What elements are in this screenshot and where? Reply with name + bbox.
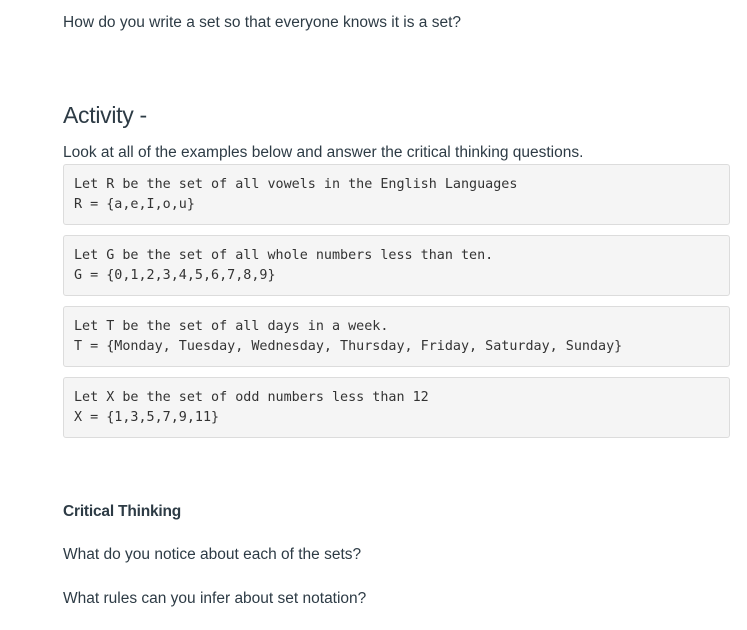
critical-thinking-heading: Critical Thinking: [63, 503, 182, 520]
set-notation: X = {1,3,5,7,9,11}: [74, 410, 220, 425]
set-description: Let R be the set of all vowels in the English Languages: [74, 177, 518, 192]
example-code-block: [63, 235, 730, 296]
critical-thinking-question: What do you notice about each of the sets?: [63, 546, 362, 563]
set-notation: G = {0,1,2,3,4,5,6,7,8,9}: [74, 268, 276, 283]
set-description: Let G be the set of all whole numbers less than ten.: [74, 248, 494, 263]
activity-heading: Activity -: [63, 102, 147, 128]
example-code-block: [63, 377, 730, 438]
intro-question: How do you write a set so that everyone knows it is a set?: [63, 14, 462, 31]
example-code-block: [63, 306, 730, 367]
set-description: Let X be the set of odd numbers less than 12: [74, 390, 429, 405]
set-description: Let T be the set of all days in a week.: [74, 319, 389, 334]
activity-instructions: Look at all of the examples below and answer the critical thinking questions.: [63, 144, 584, 161]
set-notation: T = {Monday, Tuesday, Wednesday, Thursday, Friday, Saturday, Sunday}: [74, 339, 623, 354]
example-code-block: [63, 164, 730, 225]
set-notation: R = {a,e,I,o,u}: [74, 197, 195, 212]
critical-thinking-question: What rules can you infer about set notation?: [63, 590, 367, 607]
